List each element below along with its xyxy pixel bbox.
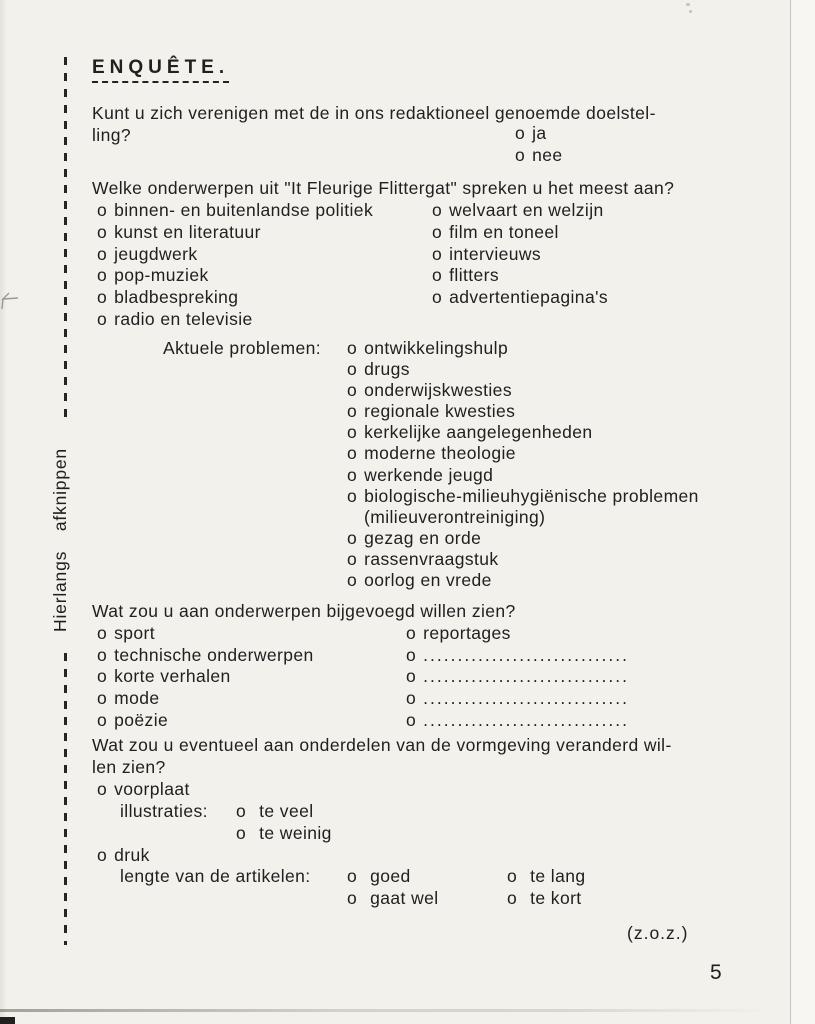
cut-dashed-line-bottom (64, 653, 67, 945)
question-3-right-column (406, 623, 629, 732)
option-row[interactable] (97, 710, 314, 732)
current-problems-label: Aktuele problemen: (163, 338, 321, 358)
option-row[interactable] (97, 688, 314, 710)
option-row[interactable] (97, 287, 373, 309)
option-row[interactable] (347, 549, 699, 570)
checkbox-marker: o (432, 265, 443, 286)
option-row[interactable] (347, 570, 699, 591)
option-row[interactable] (97, 244, 373, 266)
option-label: bladbespreking (114, 287, 239, 308)
option-label: welvaart en welzijn (449, 200, 604, 220)
checkbox-marker: o (97, 287, 108, 308)
option-label: te veel (259, 801, 314, 821)
checkbox-marker: o (97, 666, 108, 687)
option-row[interactable] (347, 528, 699, 549)
checkbox-marker: o (406, 688, 417, 709)
checkbox-marker: o (347, 485, 358, 506)
scan-fold-streak (0, 1009, 772, 1012)
checkbox-marker: o (406, 644, 417, 665)
checkbox-marker: o (347, 866, 358, 886)
left-arrow-mark (0, 288, 20, 310)
checkbox-marker: o (236, 823, 247, 843)
article-length-label: lengte van de artikelen: (120, 866, 311, 886)
checkbox-marker: o (347, 380, 358, 401)
fill-in-blank-row[interactable] (406, 645, 629, 667)
scan-smudge (686, 3, 690, 6)
option-row[interactable] (97, 309, 373, 331)
dotted-blank: .............................. (423, 709, 630, 730)
option-row[interactable] (432, 200, 608, 222)
option-label: flitters (449, 265, 500, 286)
dotted-blank: .............................. (423, 688, 630, 709)
checkbox-marker: o (347, 570, 358, 591)
option-row[interactable] (347, 422, 699, 443)
cut-dashed-line-top (64, 57, 67, 425)
question-3-left-column (97, 623, 314, 732)
checkbox-marker: o (97, 688, 108, 709)
option-label: kerkelijke aangelegenheden (364, 422, 593, 443)
question-1-options (515, 123, 563, 166)
checkbox-marker: o (347, 548, 358, 569)
question-2-left-column (97, 200, 373, 331)
checkbox-marker: o (406, 623, 417, 643)
option-label: mode (114, 688, 160, 709)
option-label: onderwijskwesties (364, 380, 512, 401)
checkbox-marker: o (97, 308, 108, 329)
option-row[interactable] (432, 222, 608, 244)
checkbox-marker: o (347, 888, 358, 908)
option-row[interactable] (406, 623, 629, 645)
option-row[interactable] (347, 443, 699, 464)
checkbox-marker: o (432, 243, 443, 264)
option-label: drugs (364, 359, 410, 380)
fill-in-blank-row[interactable] (406, 666, 629, 688)
option-label: radio en televisie (114, 308, 253, 329)
checkbox-marker: o (347, 338, 358, 358)
option-row[interactable] (97, 222, 373, 244)
option-row[interactable] (432, 287, 608, 309)
option-te-kort[interactable] (507, 888, 582, 910)
option-row[interactable] (97, 200, 373, 222)
option-label: goed (370, 866, 411, 886)
option-label: te lang (530, 866, 586, 886)
turn-over-note: (z.o.z.) (627, 923, 689, 943)
option-label: pop-muziek (114, 265, 209, 286)
question-1-line1: Kunt u zich verenigen met de in ons redaktioneel genoemde doelstel- (92, 103, 656, 123)
checkbox-marker: o (97, 243, 108, 264)
option-te-lang[interactable] (507, 866, 585, 888)
option-goed[interactable] (347, 866, 411, 888)
checkbox-marker: o (347, 443, 358, 464)
option-label: ontwikkelingshulp (364, 338, 509, 358)
checkbox-marker: o (507, 888, 518, 908)
option-label: gaat wel (370, 888, 439, 908)
page-edge-strip (791, 0, 815, 1024)
checkbox-marker: o (432, 200, 443, 220)
option-label: jeugdwerk (114, 243, 198, 264)
page-edge-line (790, 0, 791, 1024)
option-label: moderne theologie (364, 443, 516, 464)
checkbox-marker: o (236, 801, 247, 821)
option-label: advertentiepagina's (449, 287, 608, 308)
option-te-weinig[interactable] (236, 823, 332, 845)
option-label: te kort (530, 888, 582, 908)
option-label: poëzie (114, 709, 169, 730)
option-label: biologische-milieuhygiënische problemen (364, 485, 699, 506)
option-nee[interactable] (515, 145, 563, 167)
option-ja[interactable] (515, 123, 563, 145)
checkbox-marker: o (97, 221, 108, 242)
option-label: ja (532, 123, 547, 143)
question-3-text: Wat zou u aan onderwerpen bijgevoegd willen zien? (92, 601, 516, 621)
scan-corner-mark (0, 1017, 15, 1024)
option-label: nee (532, 144, 563, 165)
option-label: gezag en orde (364, 527, 482, 548)
question-1-line2: ling? (92, 125, 131, 145)
option-row[interactable] (347, 359, 699, 380)
option-row[interactable] (347, 401, 699, 422)
option-label: voorplaat (114, 779, 190, 799)
current-problems-list (347, 338, 699, 591)
option-gaat-wel[interactable] (347, 888, 439, 910)
checkbox-marker: o (432, 221, 443, 242)
option-label: intervieuws (449, 243, 542, 264)
option-row[interactable] (347, 338, 699, 359)
question-4-line1: Wat zou u eventueel aan onderdelen van de vormgeving veranderd wil- (92, 735, 672, 755)
page-title: ENQUÊTE. (92, 57, 229, 83)
checkbox-marker: o (97, 265, 108, 286)
page-number: 5 (710, 961, 722, 984)
option-voorplaat[interactable] (97, 779, 190, 801)
option-row[interactable] (347, 486, 699, 507)
option-row[interactable] (97, 645, 314, 667)
option-label: korte verhalen (114, 666, 231, 687)
option-label: kunst en literatuur (114, 221, 261, 242)
option-te-veel[interactable] (236, 801, 314, 823)
option-druk[interactable] (97, 845, 150, 867)
option-label: rassenvraagstuk (364, 548, 499, 569)
fill-in-blank-row[interactable] (406, 688, 629, 710)
checkbox-marker: o (406, 666, 417, 687)
option-label: te weinig (259, 823, 332, 843)
question-2-right-column (432, 200, 608, 309)
option-label: reportages (423, 623, 511, 643)
checkbox-marker: o (347, 359, 358, 380)
checkbox-marker: o (515, 123, 526, 143)
option-label: druk (114, 845, 150, 865)
option-label: binnen- en buitenlandse politiek (114, 200, 374, 220)
left-edge-shadow (0, 0, 7, 1024)
checkbox-marker: o (97, 200, 108, 220)
checkbox-marker: o (406, 709, 417, 730)
checkbox-marker: o (97, 779, 108, 799)
option-row[interactable] (97, 265, 373, 287)
question-4-line2: len zien? (92, 757, 166, 777)
illustrations-label: illustraties: (120, 801, 208, 821)
option-row[interactable] (432, 244, 608, 266)
fill-in-blank-row[interactable] (406, 710, 629, 732)
checkbox-marker: o (515, 144, 526, 165)
option-label: regionale kwesties (364, 401, 516, 422)
checkbox-marker: o (97, 845, 108, 865)
option-row[interactable] (347, 380, 699, 401)
cut-along-here-label: Hierlangs afknippen (50, 448, 71, 632)
option-label: technische onderwerpen (114, 644, 314, 665)
checkbox-marker: o (347, 422, 358, 443)
checkbox-marker: o (97, 623, 108, 643)
dotted-blank: .............................. (423, 666, 630, 687)
option-row[interactable] (97, 666, 314, 688)
checkbox-marker: o (347, 464, 358, 485)
option-row[interactable] (432, 265, 608, 287)
checkbox-marker: o (507, 866, 518, 886)
checkbox-marker: o (97, 709, 108, 730)
checkbox-marker: o (432, 287, 443, 308)
option-label: film en toneel (449, 221, 559, 242)
question-2-text: Welke onderwerpen uit "It Fleurige Flittergat" spreken u het meest aan? (92, 178, 675, 198)
option-label: sport (114, 623, 156, 643)
option-label: oorlog en vrede (364, 570, 492, 591)
option-subnote: (milieuverontreiniging) (364, 506, 546, 527)
option-row[interactable] (97, 623, 314, 645)
scan-smudge (689, 10, 692, 13)
dotted-blank: .............................. (423, 644, 630, 665)
checkbox-marker: o (347, 527, 358, 548)
option-row[interactable] (347, 465, 699, 486)
checkbox-marker: o (97, 644, 108, 665)
checkbox-marker: o (347, 401, 358, 422)
option-label: werkende jeugd (364, 464, 494, 485)
